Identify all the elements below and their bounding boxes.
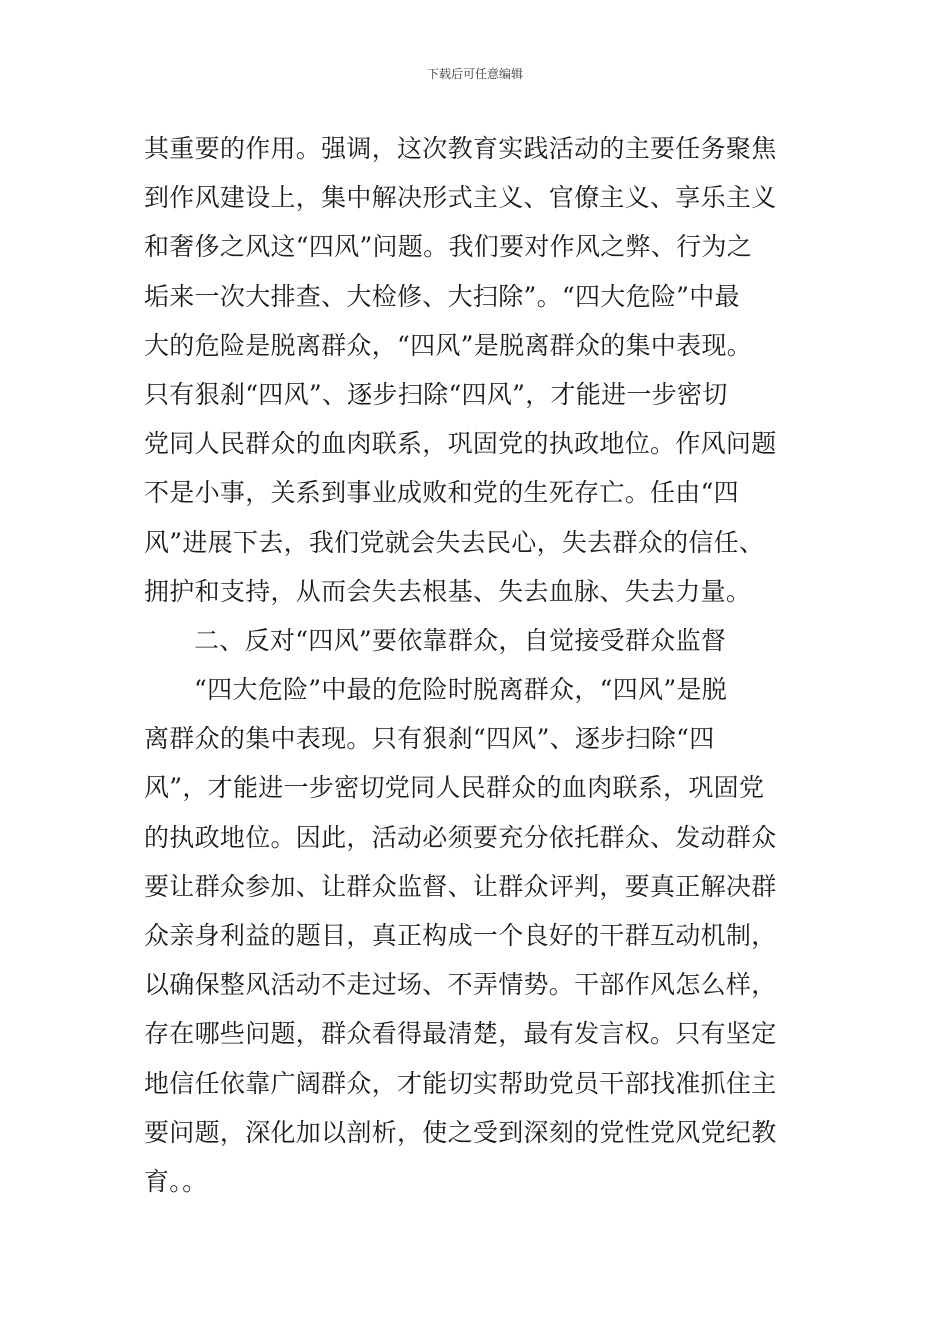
- text-line: 育。。: [144, 1166, 208, 1196]
- paragraph-continued: [144, 124, 809, 616]
- text-line: 的执政地位。因此，活动必须要充分依托群众、发动群众: [144, 822, 777, 852]
- text-line: 存在哪些问题，群众看得最清楚，最有发言权。只有坚定: [144, 1019, 777, 1049]
- text-line: 只有狠刹“四风”、逐步扫除“四风”，才能进一步密切: [144, 379, 728, 409]
- text-line: 风”，才能进一步密切党同人民群众的血肉联系，巩固党: [144, 773, 765, 803]
- text-line: 其重要的作用。强调，这次教育实践活动的主要任务聚焦: [144, 134, 777, 163]
- text-line: 要问题，深化加以剖析，使之受到深刻的党性党风党纪教: [144, 1117, 777, 1147]
- paragraph-section-2: [144, 665, 809, 1206]
- text-line: 和奢侈之风这“四风”问题。我们要对作风之弊、行为之: [144, 232, 753, 262]
- body-text: [144, 124, 809, 1206]
- text-line: 以确保整风活动不走过场、不弄情势。干部作风怎么样，: [144, 970, 777, 1000]
- text-line: 离群众的集中表现。只有狠刹“四风”、逐步扫除“四: [144, 724, 715, 754]
- text-line: 风”进展下去，我们党就会失去民心，失去群众的信任、: [144, 527, 765, 557]
- text-line: 拥护和支持，从而会失去根基、失去血脉、失去力量。: [144, 576, 752, 606]
- text-line: 地信任依靠广阔群众，才能切实帮助党员干部找准抓住主: [144, 1068, 777, 1098]
- text-line: 大的危险是脱离群众，“四风”是脱离群众的集中表现。: [144, 330, 753, 360]
- text-line: 到作风建设上，集中解决形式主义、官僚主义、享乐主义: [144, 183, 777, 213]
- text-line: 垢来一次大排查、大检修、大扫除”。“四大危险”中最: [144, 281, 740, 311]
- text-line: 要让群众参加、让群众监督、让群众评判，要真正解决群: [144, 871, 777, 901]
- text-line: 党同人民群众的血肉联系，巩固党的执政地位。作风问题: [144, 429, 777, 459]
- section-heading: 二、反对“四风”要依靠群众，自觉接受群众监督: [194, 625, 727, 655]
- page-header: 下载后可任意编辑: [426, 67, 523, 81]
- text-line: “四大危险”中最的危险时脱离群众，“四风”是脱: [194, 675, 728, 705]
- text-line: 不是小事，关系到事业成败和党的生死存亡。任由“四: [144, 478, 739, 508]
- text-line: 众亲身利益的题目，真正构成一个良好的干群互动机制，: [144, 921, 777, 950]
